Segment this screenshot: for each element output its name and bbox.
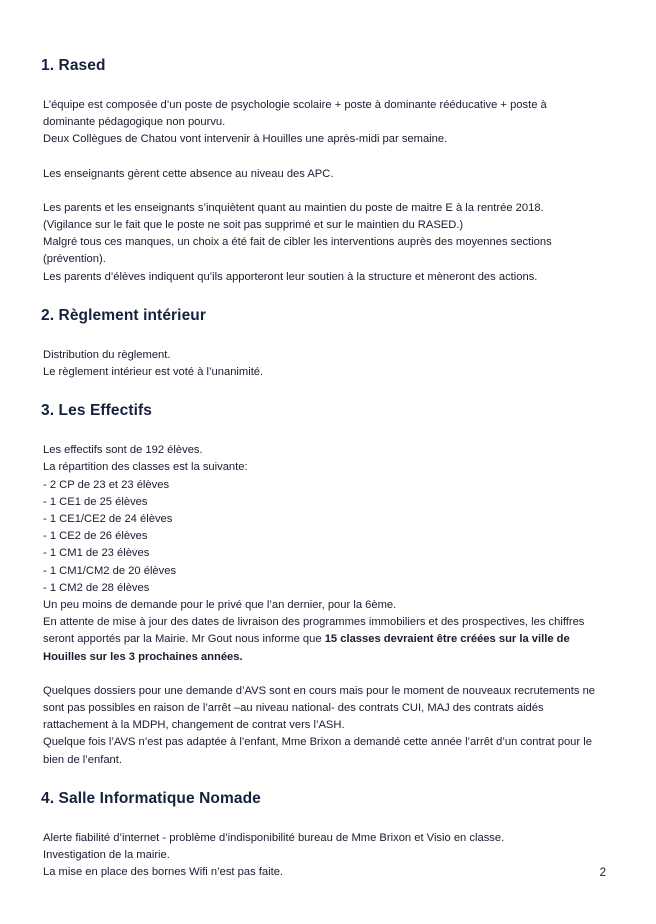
text-line: Alerte fiabilité d’internet - problème d’indisponibilité bureau de Mme Brixon et Visio en classe. xyxy=(43,831,505,844)
paragraph-prive-6eme xyxy=(41,597,597,614)
text-line: La mise en place des bornes Wifi n’est pas faite. xyxy=(43,866,284,879)
paragraph-rased-team xyxy=(41,97,597,149)
spacer xyxy=(41,286,597,306)
paragraph-maitre-e xyxy=(41,200,597,286)
text-line: Malgré tous ces manques, un choix a été fait de cibler les interventions auprès des moyennes sections (prévention). xyxy=(43,236,552,266)
text-line: L’équipe est composée d’un poste de psychologie scolaire + poste à dominante rééducative + poste à dominante pédagogique non pourvu. xyxy=(43,99,547,129)
spacer xyxy=(41,666,597,683)
spacer xyxy=(41,76,597,97)
text-run-bold-new-classes: 15 classes devraient être créées sur la ville de Houilles sur les 3 prochaines années. xyxy=(43,633,570,663)
text-line: Deux Collègues de Chatou vont intervenir à Houilles une après-midi par semaine. xyxy=(43,133,448,146)
list-item: - 1 CE1 de 25 élèves xyxy=(43,495,148,508)
text-line: Distribution du règlement. xyxy=(43,348,171,361)
text-run-plain: En attente de mise à jour des dates de livraison des programmes immobiliers et des prospectives, les chiffres seront apportés par la Mairie. Mr Gout nous informe que xyxy=(43,616,585,646)
spacer xyxy=(41,326,597,347)
heading-section-3: 3. Les Effectifs xyxy=(41,402,153,420)
document-body xyxy=(41,56,597,882)
list-item: - 1 CM1/CM2 de 20 élèves xyxy=(43,564,177,577)
spacer xyxy=(41,149,597,166)
list-item: - 1 CE2 de 26 élèves xyxy=(43,530,148,543)
text-line: Les enseignants gèrent cette absence au niveau des APC. xyxy=(43,167,334,180)
heading-section-2: 2. Règlement intérieur xyxy=(41,306,206,324)
paragraph-salle-informatique xyxy=(41,830,597,882)
spacer xyxy=(41,809,597,830)
spacer xyxy=(41,421,597,442)
text-line: Les parents d’élèves indiquent qu’ils apporteront leur soutien à la structure et mèneront des actions. xyxy=(43,270,538,283)
page-number: 2 xyxy=(599,867,606,879)
list-item: - 1 CM1 de 23 élèves xyxy=(43,547,150,560)
text-line: (Vigilance sur le fait que le poste ne soit pas supprimé et sur le maintien du RASED.) xyxy=(43,219,464,232)
list-item: - 1 CE1/CE2 de 24 élèves xyxy=(43,513,173,526)
text-line: Quelque fois l’AVS n’est pas adaptée à l’enfant, Mme Brixon a demandé cette année l’arrêt d’un contrat pour le bien de l’enfant. xyxy=(43,736,592,766)
text-line: Les parents et les enseignants s’inquiètent quant au maintien du poste de maitre E à la rentrée 2018. xyxy=(43,201,544,214)
spacer xyxy=(41,769,597,789)
heading-section-1: 1. Rased xyxy=(41,57,106,74)
paragraph-effectifs-intro xyxy=(41,442,597,476)
spacer xyxy=(41,183,597,200)
list-item: - 1 CM2 de 28 élèves xyxy=(43,581,150,594)
paragraph-reglement xyxy=(41,347,597,381)
spacer xyxy=(41,381,597,401)
paragraph-avs xyxy=(41,683,597,769)
paragraph-programmes-immobiliers xyxy=(41,614,597,666)
text-line: Le règlement intérieur est voté à l’unanimité. xyxy=(43,366,264,379)
heading-section-4: 4. Salle Informatique Nomade xyxy=(41,789,261,807)
paragraph-apc xyxy=(41,166,597,183)
text-line: Un peu moins de demande pour le privé que l’an dernier, pour la 6ème. xyxy=(43,599,397,612)
text-line: Les effectifs sont de 192 élèves. xyxy=(43,444,203,457)
text-line: Investigation de la mairie. xyxy=(43,849,170,862)
class-breakdown-list xyxy=(41,477,597,597)
text-line: La répartition des classes est la suivante: xyxy=(43,461,248,474)
list-item: - 2 CP de 23 et 23 élèves xyxy=(43,478,170,491)
text-line: Quelques dossiers pour une demande d’AVS sont en cours mais pour le moment de nouveaux recrutements ne sont pas possibles en raison de l’arrêt –au niveau national- des contrats CUI, MAJ des contrats aidés rattachement à la MDPH, changement de contrat vers l’ASH. xyxy=(43,684,596,732)
